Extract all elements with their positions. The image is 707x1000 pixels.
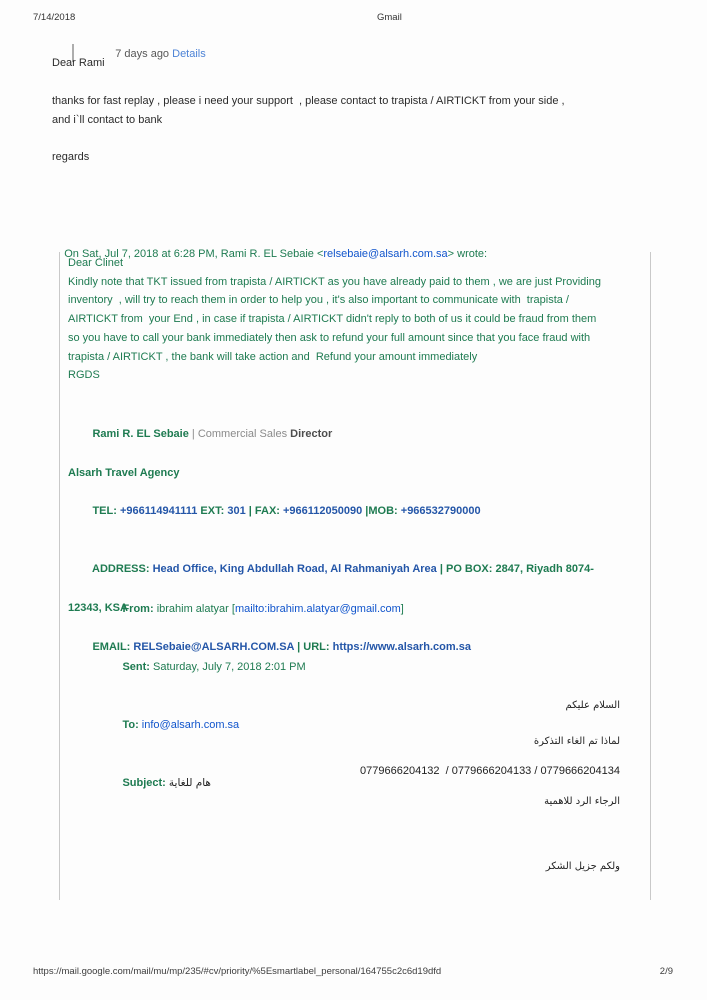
signoff: regards [52,151,90,163]
from-mailto-link[interactable]: mailto:ibrahim.alatyar@gmail.com [234,603,401,616]
signature-url-link[interactable]: https://www.alsarh.com.sa [332,640,471,653]
to-email-link[interactable]: info@alsarh.com.sa [141,719,240,732]
print-header-date: 7/14/2018 [33,12,76,23]
print-footer-url: https://mail.google.com/mail/mu/mp/235/#cv/priority/%5Esmartlabel_personal/164755c2c6d19dfd [33,966,442,977]
quoted-email-block [59,252,651,900]
signature-company: Alsarh Travel Agency [68,466,180,479]
address-label: ADDRESS: [92,563,153,576]
quoted-body [68,254,601,385]
mob-label: |MOB: [365,505,401,518]
signature-title: | Commercial Sales [191,428,291,441]
message-meta [103,36,206,72]
quoted-line: trapista / AIRTICKT , the bank will take action and Refund your amount immediately [68,350,478,363]
pobox-value: | PO BOX: 2847, Riyadh 8074- [439,563,594,576]
quoted-line: AIRTICKT from your End , in case if trapista / AIRTICKT didn't reply to both of us it could be fraud from them [68,313,597,326]
email-label: EMAIL: [92,640,134,653]
ext-label: EXT: [200,505,228,518]
url-label: | URL: [297,640,333,653]
print-footer-page-number: 2/9 [659,966,673,977]
forwarded-to-line [98,697,404,755]
fax-value: +966112050090 [283,505,366,518]
quoted-line: Kindly note that TKT issued from trapista / AIRTICKT as you have already paid to them , we are just Providing [68,275,601,288]
message-age: 7 days ago [115,48,170,60]
signature-email-link[interactable]: RELSebaie@ALSARH.COM.SA [133,640,298,653]
to-label: To: [122,719,142,732]
quoted-line: Dear Clinet [68,257,124,269]
mob-value: +966532790000 [400,505,481,518]
subject-value: هام للغاية [168,776,211,789]
quoted-line: so you have to call your bank immediately then ask to refund your full amount since that you face fraud with [68,331,591,344]
arabic-line-question: لماذا تم الغاء التذكرة [533,736,620,747]
reply-attribution-prefix: On Sat, Jul 7, 2018 at 6:28 PM, Rami R. EL Sebaie < [64,248,324,260]
signature-name-line [68,406,594,464]
print-header-app-title: Gmail [377,12,402,23]
quoted-line: inventory , will try to reach them in order to help you , it's also important to communicate with trapista / [68,294,569,307]
forwarded-subject-line [98,755,404,813]
reply-attribution-suffix: > wrote: [447,248,488,260]
details-link[interactable]: Details [172,48,206,60]
signature-phone-line [68,483,594,541]
ext-value: 301 [227,505,249,518]
fax-label: | FAX: [248,505,283,518]
signature-name: Rami R. EL Sebaie [92,428,192,441]
body-line-1: thanks for fast replay , please i need your support , please contact to trapista / AIRTICKT from your side , [52,95,565,107]
sent-value: Saturday, July 7, 2018 2:01 PM [153,661,306,674]
reply-sender-email-link[interactable]: relsebaie@alsarh.com.sa [323,248,448,260]
address-value: Head Office, King Abdullah Road, Al Rahmaniyah Area [152,563,440,576]
arabic-line-please-reply: الرجاء الرد للاهمية [544,796,620,807]
from-bracket: ] [400,603,404,616]
forwarded-headers [98,581,404,813]
tel-value: +966114941111 [119,505,201,518]
body-line-2: and i`ll contact to bank [52,114,163,126]
arabic-line-thanks: ولكم جزيل الشكر [545,861,620,872]
ticket-numbers-line: 0779666204132 / 0779666204133 / 0779666204134 [360,765,620,777]
from-name: ibrahim alatyar [ [156,603,235,616]
from-label: From: [122,603,157,616]
arabic-line-salam: السلام عليكم [565,700,620,711]
greeting: Dear Rami [52,57,105,69]
sent-label: Sent: [122,661,154,674]
signature-role: Director [290,428,333,441]
tel-label: TEL: [92,505,120,518]
signature-address-wrap: 12343, KSA [68,601,128,614]
quoted-line: RGDS [68,369,100,382]
subject-label: Subject: [122,776,169,789]
forwarded-from-line [98,581,404,639]
forwarded-sent-line [98,639,404,697]
